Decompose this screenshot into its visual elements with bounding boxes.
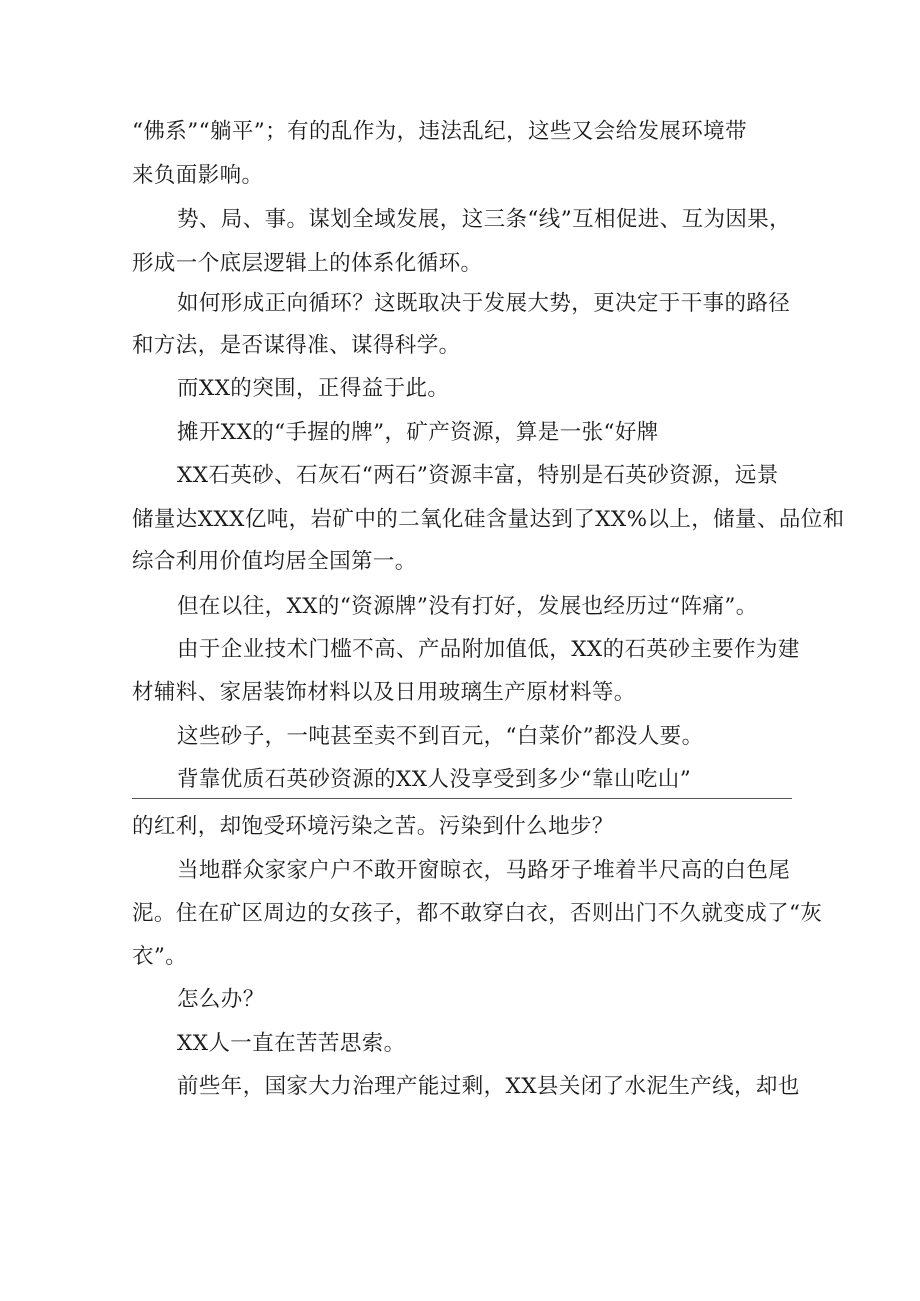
text-line: 形成一个底层逻辑上的体系化循环。	[132, 251, 483, 276]
text-line: 综合利用价值均居全国第一。	[132, 549, 417, 574]
page-break-rule	[132, 798, 792, 799]
text-line: XX石英砂、石灰石“两石”资源丰富，特别是石英砂资源，远景	[177, 463, 779, 488]
text-line: 而XX的突围，正得益于此。	[177, 376, 450, 401]
text-line: XX人一直在苦苦思索。	[177, 1031, 406, 1056]
text-line: “佛系”“躺平”；有的乱作为，违法乱纪，这些又会给发展环境带	[132, 119, 747, 144]
text-line: 前些年，国家大力治理产能过剩，XX县关闭了水泥生产线，却也	[177, 1074, 800, 1099]
text-line: 由于企业技术门槛不高、产品附加值低，XX的石英砂主要作为建	[177, 637, 800, 662]
text-line: 泥。住在矿区周边的女孩子，都不敢穿白衣，否则出门不久就变成了“灰	[132, 901, 823, 926]
text-line: 衣”。	[132, 944, 188, 969]
text-line: 当地群众家家户户不敢开窗晾衣，马路牙子堆着半尺高的白色尾	[177, 858, 791, 883]
text-line: 但在以往，XX的“资源牌”没有打好，发展也经历过“阵痛”。	[177, 594, 758, 619]
text-line: 怎么办？	[177, 987, 265, 1012]
text-line: 和方法，是否谋得准、谋得科学。	[132, 333, 461, 358]
text-line: 如何形成正向循环？这既取决于发展大势，更决定于干事的路径	[177, 291, 791, 316]
text-line: 来负面影响。	[132, 163, 264, 188]
text-line: 势、局、事。谋划全域发展，这三条“线”互相促进、互为因果，	[177, 207, 792, 232]
text-line: 这些砂子，一吨甚至卖不到百元，“白菜价”都没人要。	[177, 724, 704, 749]
text-line: 储量达XXX亿吨，岩矿中的二氧化硅含量达到了XX%以上，储量、品位和	[132, 507, 845, 532]
text-line: 背靠优质石英砂资源的XX人没享受到多少“靠山吃山”	[177, 767, 692, 792]
text-line: 的红利，却饱受环境污染之苦。污染到什么地步？	[132, 814, 614, 839]
text-line: 材辅料、家居装饰材料以及日用玻璃生产原材料等。	[132, 680, 636, 705]
text-line: 摊开XX的“手握的牌”，矿产资源，算是一张“好牌	[177, 420, 659, 445]
